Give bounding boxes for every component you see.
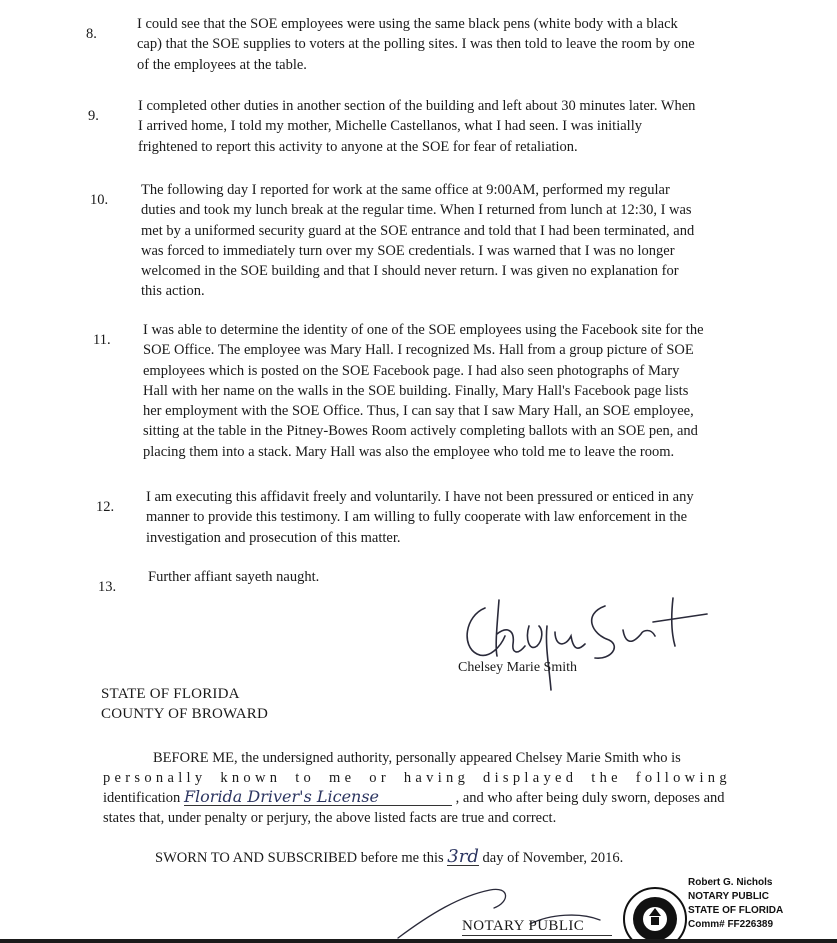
paragraph-line: investigation and prosecution of this matter.: [146, 529, 401, 546]
paragraph-line: cap) that the SOE supplies to voters at the polling sites. I was then told to leave the room by one: [137, 36, 695, 53]
paragraph-body: [146, 487, 786, 548]
paragraph-line: duties and took my lunch break at the regular time. When I returned from lunch at 12:30, I was: [141, 202, 692, 219]
paragraph-line: employees which is posted on the SOE Facebook page. I had also seen photographs of Mary: [143, 362, 680, 379]
sworn-day-handwritten: 3rd: [447, 846, 479, 867]
notary-acknowledgment: [103, 749, 795, 869]
paragraph-body: [141, 180, 781, 302]
paragraph-line: I arrived home, I told my mother, Michelle Castellanos, what I had seen. I was initially: [138, 118, 642, 135]
paragraph-line: sitting at the table in the Pitney-Bowes Room actively completing ballots with an SOE pen, and: [143, 423, 698, 440]
affiant-signature: [455, 586, 715, 696]
paragraph-line: Hall with her name on the walls in the SOE building. Finally, Mary Hall's Facebook page lists: [143, 382, 689, 399]
notary-seal-name: Robert G. Nichols: [688, 877, 773, 888]
notary-line-2: personally known to me or having displayed the following: [103, 769, 731, 786]
paragraph-line: met by a uniformed security guard at the SOE entrance and told that I had been terminated, and: [141, 222, 695, 239]
paragraph-line: manner to provide this testimony. I am willing to fully cooperate with law enforcement in the: [146, 509, 688, 526]
paragraph-line: I am executing this affidavit freely and voluntarily. I have not been pressured or enticed in any: [146, 489, 694, 505]
paragraph-number: 12.: [96, 499, 115, 515]
notary-seal-state: STATE OF FLORIDA: [688, 905, 784, 916]
county-caption: COUNTY OF BROWARD: [101, 706, 269, 722]
paragraph-line: Further affiant sayeth naught.: [148, 569, 320, 585]
paragraph-number: 13.: [98, 579, 117, 595]
paragraph-body: [138, 96, 778, 157]
scan-bottom-edge: [0, 939, 837, 943]
notary-line-1: BEFORE ME, the undersigned authority, personally appeared Chelsey Marie Smith who is: [153, 750, 681, 766]
notary-line-3: [103, 788, 795, 809]
notary-signature-line: [462, 935, 612, 936]
paragraph-line: her employment with the SOE Office. Thus, I can say that I saw Mary Hall, an SOE employee,: [143, 403, 694, 420]
paragraph-line: The following day I reported for work at the same office at 9:00AM, performed my regular: [141, 182, 670, 198]
paragraph-body: [137, 14, 777, 75]
paragraph-number: 8.: [86, 26, 97, 42]
sworn-prefix: SWORN TO AND SUBSCRIBED before me this: [155, 850, 444, 866]
notary-seal-commission: Comm# FF226389: [688, 919, 774, 930]
notary-seal-title: NOTARY PUBLIC: [688, 891, 769, 902]
paragraph-line: was forced to immediately turn over my SOE credentials. I was warned that I was no longer: [141, 242, 675, 259]
paragraph-line: I completed other duties in another section of the building and left about 30 minutes later. When: [138, 98, 696, 114]
notary-line-4: states that, under penalty or perjury, the above listed facts are true and correct.: [103, 809, 557, 826]
paragraph-line: SOE Office. The employee was Mary Hall. I recognized Ms. Hall from a group picture of SOE: [143, 342, 694, 359]
notary-public-label: NOTARY PUBLIC: [462, 918, 585, 934]
affiant-printed-name: Chelsey Marie Smith: [458, 660, 577, 675]
state-caption: STATE OF FLORIDA: [101, 686, 240, 702]
paragraph-line: I was able to determine the identity of one of the SOE employees using the Facebook site for the: [143, 322, 704, 338]
paragraph-line: I could see that the SOE employees were using the same black pens (white body with a black: [137, 16, 678, 32]
identification-handwritten: Florida Driver's License: [184, 788, 452, 806]
identification-label: identification: [103, 790, 181, 806]
paragraph-body: [143, 320, 783, 462]
paragraph-line: frightened to report this activity to anyone at the SOE for fear of retaliation.: [138, 138, 578, 155]
paragraph-number: 10.: [90, 192, 109, 208]
sworn-suffix: day of November, 2016.: [482, 850, 624, 866]
paragraph-line: this action.: [141, 283, 205, 300]
identification-suffix: , and who after being duly sworn, deposes and: [455, 790, 725, 806]
notary-seal-emblem: [622, 886, 688, 943]
paragraph-line: placing them into a stack. Mary Hall was also the employee who told me to leave the room.: [143, 443, 675, 460]
paragraph-body: [148, 567, 788, 587]
paragraph-number: 11.: [93, 332, 111, 348]
paragraph-line: welcomed in the SOE building and that I should never return. I was given no explanation for: [141, 263, 679, 280]
paragraph-line: of the employees at the table.: [137, 56, 307, 73]
paragraph-number: 9.: [88, 108, 99, 124]
